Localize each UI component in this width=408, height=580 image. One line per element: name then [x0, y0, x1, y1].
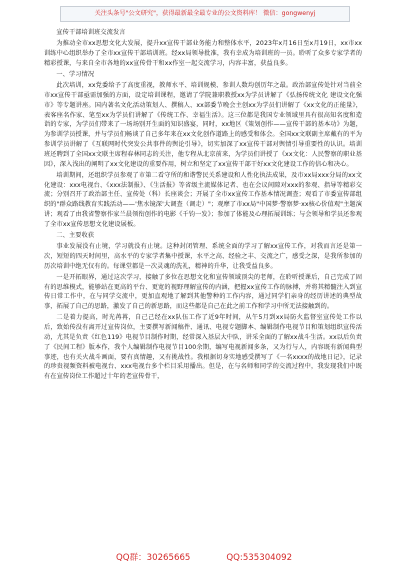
section-heading-gains: 二、主要收获	[56, 231, 95, 239]
paragraph-study-content: 此次培训，xx党委给予了高度重视，教师水平、培训规模、参训人数均创历年之最。政治部宣传处针对当前全市xx宣传干部亟需加强的方面，设定培训课程，邀请了学院兼职教授xx为学员讲解了《弘扬传统文化 建设文化强市》等专题讲座。国内著名文化活动策划人、撰稿人、xx部委节晚会主创xx为学员们讲解了《xx文化的正能量》，表客座名作家、笔至xx为学员们讲解了《传统工作、幸福生活》。这三位都是我国专业领域里具有很高知名度和造诣的专家，为学员们带来了一场场别开生面的知识盛宴，同时，xx地区《策划创作——宣传干部的基本功》为题，为参训学员授课，并与学员们畅谈了自己多年来在xx文化创作道路上的感受和体会。全国xx文联副主席戴有的平为参训学员讲解了《互联网时代突发公共事件的舆论引导》，切实加深了xx宣传干部对舆情引导重要性的认识。培训班还聘到了全国xx文联主席程春林同志的关注，他专程从北京前来，为学员们讲授了《xx文化：人民警察的职业基因》，深入浅出的阐明了xx文化建设的重要作用，树立和坚定了xx宣传干部干好xx文化建设工作的信心和决心。	[44, 82, 362, 168]
section-heading-study: 一、学习情况	[56, 70, 95, 78]
contact-footer	[0, 551, 408, 565]
paragraph-gain-two: 二是着力提高，时光苒苒，自己己经在xx队伍工作了近9年时间，从午5月到xx局防火监督室宣传处工作以后，致始传没有离开过宣传岗位，主要撰写新闻稿件、通讯、电视专题脚本、编辑制作电视节目和策划组织宣传活动，尤其是负责《红色119》电视节目制作时期，经常深入基层大中队，讲采全面的了解xx战斗生活。xx以后负责了《民间工程》版本作，我个人编辑制作电视节目100余期，编写电视新闻多条，又为行与人，内容既有新闻典型事迹，也有关火战斗画面，要有真情趣，又有挑战性。我根据切身实地感受撰写了《一名xxxx的战地日记》，记录的珍贵视频资料被电视台、xxx电视台多个栏目采用播出。但是，在与名师和同学的交流过程中，我发现我们中既有在宣传岗位工作超过十年的老宣传骨干，	[44, 314, 362, 381]
paragraph-gains-intro: 事业发展没有止境，学习就没有止境。这种封闭管理、系统全面的学习了解xx宣传工作，对我而言还是第一次，短短的四天时间里，高水平的专家学者集中授课，水平之高、经验之丰、交流之广，感受之深，是我所参加的历次培训中绝无仅有的。每课堂都是一次灵魂的洗礼，精神的升华，让我受益良多。	[44, 243, 362, 270]
intro-paragraph: 为推动全市xx思想文化大发展，提升xx宣传干部业务能力和整体水平，2023年x月16日至x月19日，xx市xx训练中心组织举办了全市xx宣传干部培训班。经xx局领导批准，我有幸成为培训班的一员。聆听了众多专家学者的精彩授课，与来自全市各地的xx宣传骨干和xx作室一起交流学习，内容丰富，获益良多。	[44, 40, 362, 67]
paragraph-training-activities: 培训期间，还组织学员参观了市第二看守所的和谐警民关系建设和人性化执法成果，及市xx局xxx分局的xx文化建设：xxx电视台、《xxx法制报》、《生活报》等省级主流媒体记者、也在会议间隙对xxx的参观、指导等精彩交流；分别召开了政治部主任、宣传处（科）长座谈会；开展了全市xx宣传工作基本情况调查；观看了市委宣传部组织的"群众路线教育实践活动——'焦水镜深'大调查（调走）"；观摩了市xx局"中国梦·警察梦·xx核心价值观"主题演讲；观看了由我省警察作家兰晨领衔创作的电影《千钧一发》；参加了体能及心理拓展训练；与会领导和学员还参观了全市xx宣传思想文化建设展板。	[44, 171, 362, 228]
qq-group-text: QQ群：30265665	[115, 553, 191, 563]
document-title: 宣传干部培训班交流发言	[56, 29, 126, 36]
qq-number-text: QQ:535304092	[226, 553, 293, 563]
document-body	[44, 28, 362, 538]
promo-banner: 关注头条号"公文研究"，获得最新最全最专业的公文资料库！ 微信：gongwenyj	[60, 6, 350, 22]
paragraph-gain-one: 一是开拓眼界，通过这次学习，接触了多位在思想文化和宣传领域顶尖的老师，在聆听授课后，自己完成了固有的思维模式，能够站在更高的平台、更宽的视野理解宣传的内涵，把握xx宣传工作的脉搏，并将其精髓注入到宣传日常工作中，在与同学交流中，更加直观地了解到其他警种的工作内容，通过同学们亲身的经历讲述的典型故事，拓展了自己的思路，激发了自己的新思路，而这些都是自己在此之前工作和学习中所无法接触到的。	[44, 273, 362, 311]
